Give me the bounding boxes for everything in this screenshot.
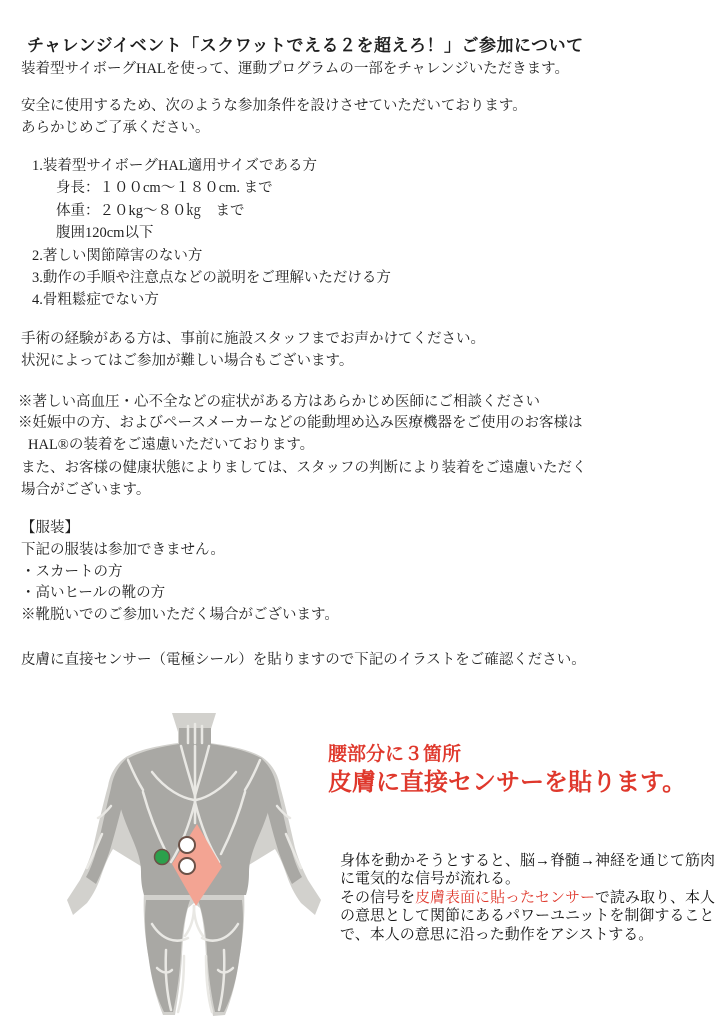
dress-code-section — [21, 518, 339, 627]
explanation-line: の意思として関節にあるパワーユニットを制御すること — [340, 907, 715, 925]
white-sensor-dot-2 — [179, 858, 195, 874]
surgery-paragraph — [21, 328, 485, 372]
caution-line: HAL®の装着をご遠慮いただいております。 — [28, 436, 315, 453]
notice-line: あらかじめご了承ください。 — [21, 119, 210, 136]
cautions-paragraph — [18, 392, 582, 456]
sensor-callout-line2: 皮膚に直接センサーを貼ります。 — [328, 769, 687, 796]
staff-note-line: また、お客様の健康状態によりましては、スタッフの判断により装着をご遠慮いただく — [21, 460, 587, 476]
dress-code-line: ※靴脱いでのご参加いただく場合がございます。 — [21, 607, 339, 624]
white-sensor-dot-1 — [179, 837, 195, 853]
surgery-line: 手術の経験がある方は、事前に施設スタッフまでお声かけてください。 — [21, 331, 485, 347]
green-sensor-dot — [155, 850, 170, 865]
hal-mechanism-explanation — [340, 852, 715, 944]
explanation-line: で、本人の意思に沿った動作をアシストする。 — [340, 925, 654, 943]
dress-code-line: 下記の服装は参加できません。 — [21, 541, 225, 558]
condition-subitem-waist: 腹囲120cm以下 — [56, 225, 154, 242]
dress-code-line: ・スカートの方 — [21, 563, 123, 580]
explanation-line: 身体を動かそうとすると、脳→脊髄→神経を通じて筋肉 — [340, 852, 716, 869]
condition-item: 4.骨粗鬆症でない方 — [32, 292, 159, 309]
sensor-callout-heading — [328, 742, 686, 798]
condition-subitem-weight: 体重：２０kg～８０㎏ まで — [56, 202, 245, 219]
conditions-list — [32, 155, 391, 312]
dress-code-line: ・高いヒールの靴の方 — [21, 585, 166, 602]
condition-item: 1.装着型サイボーグHAL適用サイズである方 — [32, 158, 317, 174]
sensor-note-paragraph: 皮膚に直接センサー（電極シール）を貼りますので下記のイラストをご確認ください。 — [21, 652, 586, 668]
notice-paragraph — [21, 96, 527, 139]
condition-item: 2.著しい関節障害のない方 — [32, 247, 203, 264]
condition-item: 3.動作の手順や注意点などの説明をご理解いただける方 — [32, 270, 391, 287]
page-title: チャレンジイベント「スクワットでえる２を超えろ！」ご参加について — [27, 36, 584, 56]
explanation-line: に電気的な信号が流れる。 — [340, 870, 521, 888]
surgery-line: 状況によってはご参加が難しい場合もございます。 — [21, 353, 354, 369]
sensor-callout-line1: 腰部分に３箇所 — [328, 744, 462, 765]
caution-line: ※妊娠中の方、およびペースメーカーなどの能動埋め込み医療機器をご使用のお客様は — [18, 415, 583, 432]
explanation-line: その信号を皮膚表面に貼ったセンサーで読み取り、本人 — [340, 888, 716, 906]
staff-note-paragraph — [21, 458, 587, 501]
caution-line: ※著しい高血圧・心不全などの症状がある方はあらかじめ医師にご相談ください — [18, 394, 540, 410]
back-muscle-illustration — [64, 710, 324, 1022]
notice-line: 安全に使用するため、次のような参加条件を設けさせていただいております。 — [21, 98, 527, 114]
staff-note-line: 場合がございます。 — [21, 481, 151, 498]
dress-code-heading: 【服装】 — [21, 520, 79, 536]
condition-subitem-height: 身長：１００cm～１８０cm. まで — [56, 180, 273, 197]
lead-paragraph: 装着型サイボーグHALを使って、運動プログラムの一部をチャレンジいただきます。 — [21, 61, 570, 77]
